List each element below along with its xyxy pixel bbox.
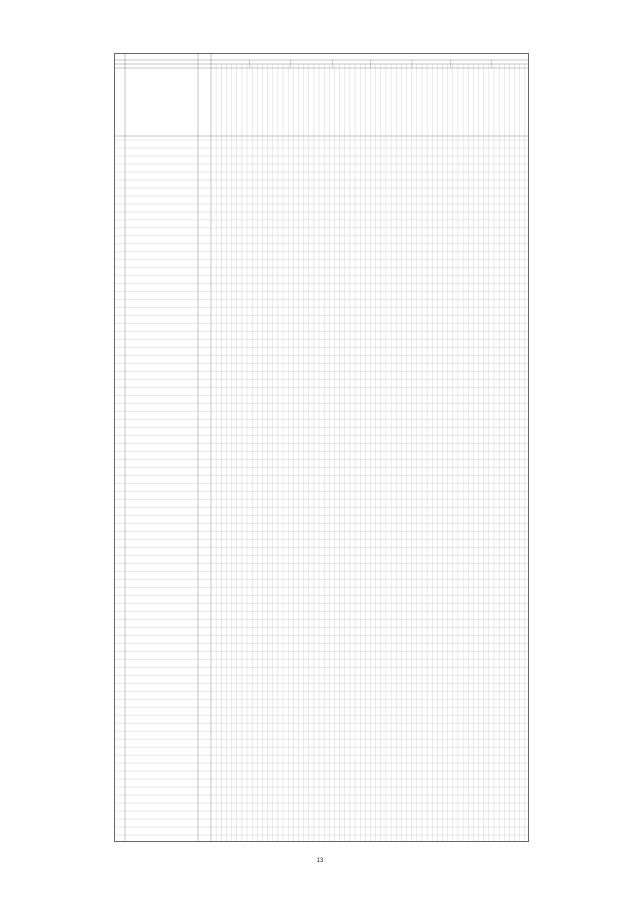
table-grid (115, 54, 529, 842)
document-header (110, 30, 530, 33)
page-number: 13 (316, 858, 324, 864)
data-table (114, 53, 529, 842)
